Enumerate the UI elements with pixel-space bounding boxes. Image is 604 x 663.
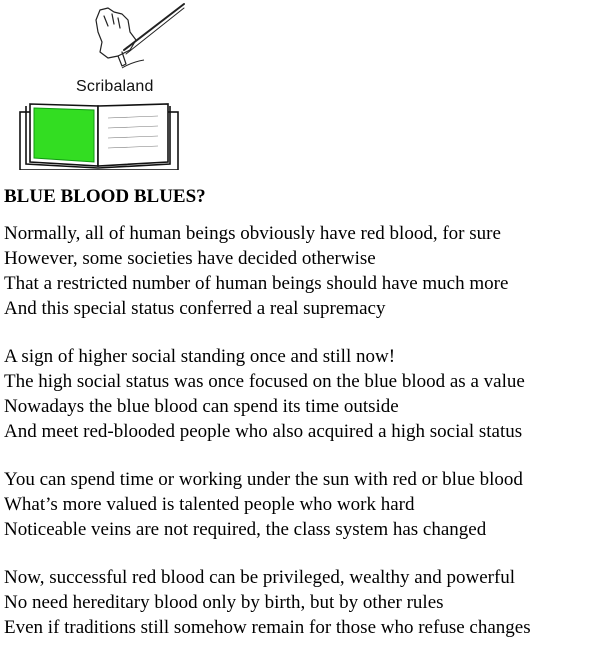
poem-line: Now, successful red blood can be privileged, wealthy and powerful [4,567,516,588]
logo-text: Scribaland [76,78,154,95]
stanza [4,344,604,444]
scribaland-logo [18,2,188,170]
poem-line: The high social status was once focused on the blue blood as a value [4,371,525,392]
stanza [4,221,604,321]
poem-body [4,221,604,663]
poem-line: That a restricted number of human beings should have much more [4,273,509,294]
poem-line: Normally, all of human beings obviously have red blood, for sure [4,223,501,244]
poem-line: A sign of higher social standing once and still now! [4,346,396,367]
poem-line: And meet red-blooded people who also acquired a high social status [4,421,523,442]
poem-line: However, some societies have decided otherwise [4,248,376,269]
poem-line: Nowadays the blue blood can spend its time outside [4,396,399,417]
stanza [4,565,604,640]
poem-line: And this special status conferred a real supremacy [4,298,386,319]
poem-line: You can spend time or working under the sun with red or blue blood [4,469,523,490]
poem-title: BLUE BLOOD BLUES? [4,186,206,207]
poem-line: Even if traditions still somehow remain for those who refuse changes [4,617,531,638]
poem-line: No need hereditary blood only by birth, but by other rules [4,592,444,613]
poem-line: What’s more valued is talented people who work hard [4,494,415,515]
stanza [4,467,604,542]
poem-line: Noticeable veins are not required, the class system has changed [4,519,487,540]
